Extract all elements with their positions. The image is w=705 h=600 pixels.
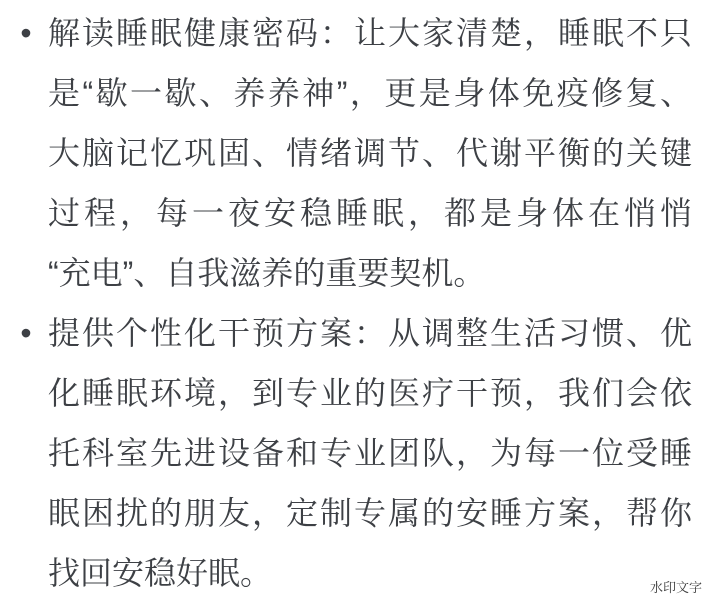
bullet-marker: • (20, 15, 32, 51)
text-line: 眠困扰的朋友，定制专属的安睡方案，帮你 (48, 495, 692, 531)
text-line: 找回安稳好眠。 (48, 555, 273, 591)
text-line: 是“歇一歇、养养神”，更是身体免疫修复、 (48, 75, 692, 111)
text-line: 过程，每一夜安稳睡眠，都是身体在悄悄 (48, 195, 692, 231)
text-line: 提供个性化干预方案：从调整生活习惯、优 (48, 315, 692, 351)
text-line: 化睡眠环境，到专业的医疗干预，我们会依 (48, 375, 692, 411)
list-item (20, 3, 692, 303)
text-line: 解读睡眠健康密码：让大家清楚，睡眠不只 (48, 15, 692, 51)
text-line: 托科室先进设备和专业团队，为每一位受睡 (48, 435, 692, 471)
text-line: 大脑记忆巩固、情绪调节、代谢平衡的关键 (48, 135, 692, 171)
watermark-text: 水印文字 (649, 580, 702, 595)
bullet-marker: • (20, 315, 32, 351)
text-line: “充电”、自我滋养的重要契机。 (48, 255, 486, 291)
list-item (20, 303, 692, 600)
bullet-list (20, 3, 692, 600)
